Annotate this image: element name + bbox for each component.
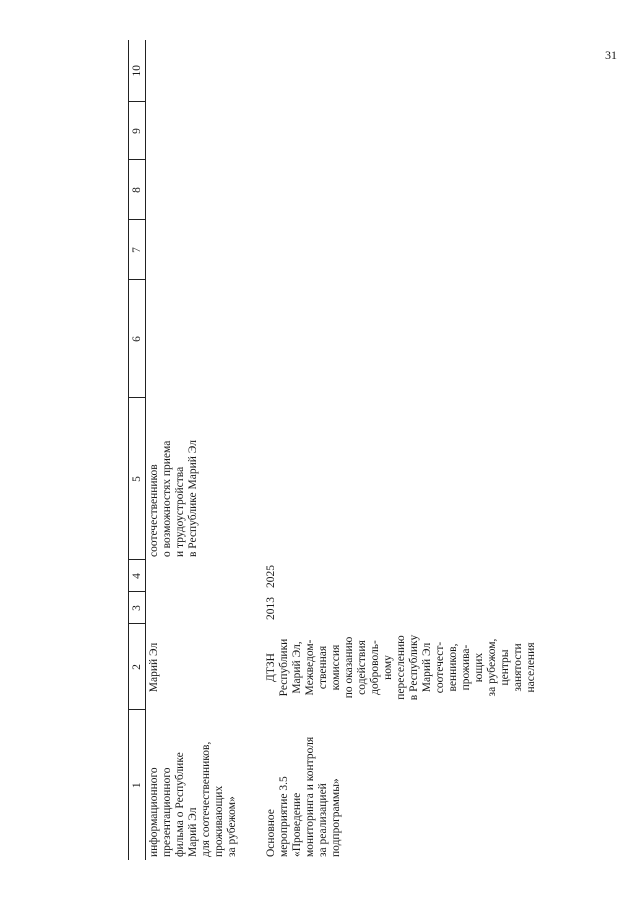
- program-activities-table: [128, 40, 540, 860]
- table-row: [146, 40, 242, 860]
- cell-activity-name: информационного презентационного фильма о Республике Марий Эл для соотечественников, проживающих за рубежом»: [148, 741, 238, 857]
- cell-col-6: [146, 280, 242, 398]
- header-col-1: 1: [129, 710, 146, 860]
- cell-col-9: [263, 102, 540, 160]
- cell-col-10: [146, 40, 242, 102]
- header-col-8: 8: [129, 160, 146, 220]
- row-spacer: [241, 40, 263, 860]
- cell-col-8: [263, 160, 540, 220]
- header-col-9: 9: [129, 102, 146, 160]
- cell-col-6: [263, 280, 540, 398]
- header-col-10: 10: [129, 40, 146, 102]
- cell-end-year: 2025: [265, 565, 277, 588]
- header-col-3: 3: [129, 592, 146, 624]
- spacer-cell: [241, 40, 263, 860]
- cell-start-year: 2013: [265, 597, 277, 620]
- cell-activity-name: Основное мероприятие 3.5 «Проведение мониторинга и контроля за реализацией подпрограммы»: [265, 736, 342, 857]
- header-col-2: 2: [129, 624, 146, 710]
- cell-executor: ДТЗН Республики Марий Эл, Межведом- ственная комиссия по оказанию содействия доброволь- ному переселению в Республику Марий Эл соотечест- венников, прожива- ющих за рубежом, центры занятости населения: [265, 634, 537, 701]
- cell-expected-result: соотечественников о возможностях приема и трудоустройства в Республике Марий Эл: [148, 440, 199, 557]
- cell-col-9: [146, 102, 242, 160]
- cell-col-8: [146, 160, 242, 220]
- header-col-4: 4: [129, 560, 146, 592]
- header-col-6: 6: [129, 280, 146, 398]
- cell-end-year: [146, 560, 242, 592]
- cell-col-7: [146, 220, 242, 280]
- cell-expected-result: [263, 398, 540, 560]
- header-col-7: 7: [129, 220, 146, 280]
- cell-col-10: [263, 40, 540, 102]
- table-row: [263, 40, 540, 860]
- header-row: [129, 40, 146, 860]
- cell-start-year: [146, 592, 242, 624]
- cell-executor: Марий Эл: [148, 642, 160, 693]
- cell-col-7: [263, 220, 540, 280]
- page-number: 31: [605, 48, 617, 62]
- header-col-5: 5: [129, 398, 146, 560]
